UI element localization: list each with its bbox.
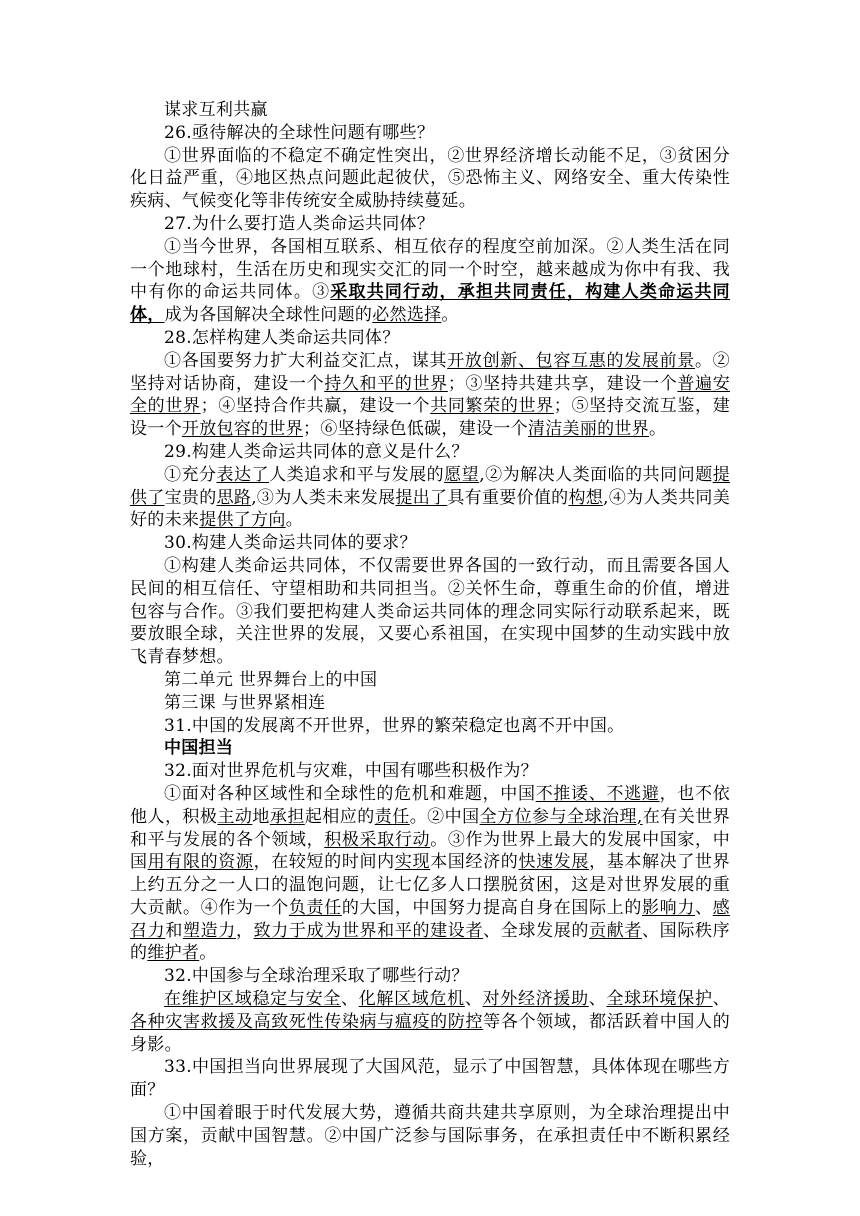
- underlined-text: 致力于成为世界和平的: [253, 920, 431, 941]
- underlined-text: 化解区域危机: [358, 989, 465, 1010]
- text-run: 等各个领域，都活跃着中国人的身影。: [130, 1011, 731, 1055]
- answer-32b: [130, 988, 730, 1056]
- question-33: [130, 1056, 730, 1102]
- text-run: 起相应的: [304, 806, 375, 827]
- text-run: 32.中国参与全球治理采取了哪些行动？: [164, 966, 469, 987]
- text-run: 、: [695, 897, 713, 918]
- underlined-text: 思路: [216, 487, 252, 508]
- text-run: 、全球发展的: [483, 920, 590, 941]
- underlined-text: 普遍安全的世界: [130, 373, 731, 417]
- underlined-text: 维护者: [147, 943, 200, 964]
- text-run: 、: [340, 989, 359, 1010]
- underlined-text: 用有限的资源: [147, 852, 254, 873]
- underlined-text: 对外经济援助: [482, 989, 589, 1010]
- underlined-text: 提出了: [395, 487, 448, 508]
- text-run: 26.亟待解决的全球性问题有哪些？: [164, 122, 435, 143]
- underlined-text: 不推诿、不逃避: [535, 783, 660, 804]
- underlined-text: 开放包容的世界: [181, 419, 304, 440]
- text-run: ,④为人类共同美好的未来: [130, 487, 730, 531]
- statement-31: [130, 715, 730, 738]
- underlined-text: 清洁美丽的世界: [527, 419, 650, 440]
- underlined-text: 开放创新、包容互惠的发展前景: [447, 350, 695, 371]
- underlined-text: 全球环境保护: [606, 989, 713, 1010]
- text-run: 、国际秩序的: [130, 920, 730, 964]
- text-run: 28.怎样构建人类命运共同体？: [164, 327, 400, 348]
- paragraph-p0: [130, 99, 730, 122]
- underlined-text: 各种灾害救援及高致死性传染病与瘟疫的防控: [130, 1011, 484, 1032]
- underlined-text: 建设者: [430, 920, 484, 941]
- answer-33: [130, 1102, 730, 1170]
- text-run: ，: [235, 920, 254, 941]
- text-run: 31.中国的发展离不开世界，世界的繁荣稳定也离不开中国。: [164, 715, 625, 736]
- answer-28: [130, 350, 730, 441]
- underlined-text: 提供了: [130, 464, 731, 508]
- text-run: 、: [588, 989, 607, 1010]
- text-run: 。③作为世界上最大的发展中国家，中国: [130, 829, 730, 873]
- text-run: 和: [165, 920, 183, 941]
- text-run: 。: [441, 305, 459, 326]
- question-30: [130, 532, 730, 555]
- underlined-text: 必然选择: [372, 305, 442, 326]
- text-run: 的大国，中国努力提高自身在国际上的: [341, 897, 643, 918]
- underlined-text: 提供了方向: [199, 510, 286, 531]
- text-run: 人类追求和平与发展的: [269, 464, 445, 485]
- question-29: [130, 441, 730, 464]
- underlined-text: 负责任: [288, 897, 342, 918]
- answer-26: [130, 145, 730, 213]
- text-run: 地: [252, 806, 270, 827]
- underlined-text: 主动: [217, 806, 253, 827]
- text-run: ①充分: [164, 464, 217, 485]
- underlined-text: 实现: [394, 852, 431, 873]
- question-26: [130, 122, 730, 145]
- text-run: 、: [712, 989, 730, 1010]
- text-run: ①中国着眼于时代发展大势，遵循共商共建共享原则，为全球治理提出中国方案，贡献中国智慧。②中国广泛参与国际事务，在承担责任中不断积累经验，: [130, 1103, 730, 1169]
- text-run: ，基本解决了世界上约五分之一人口的温饱问题，让七亿多人口摆脱贫困，这是对世界发展的重大贡献。④作为一个: [130, 852, 730, 918]
- text-run: 。: [199, 943, 217, 964]
- answer-27: [130, 236, 730, 327]
- text-run: ①各国要努力扩大利益交汇点，谋其: [164, 350, 448, 371]
- underlined-text: 快速发展: [518, 852, 590, 873]
- text-run: 29.构建人类命运共同体的意义是什么？: [164, 441, 469, 462]
- underlined-text: 责任: [374, 806, 410, 827]
- text-run: 27.为什么要打造人类命运共同体？: [164, 213, 435, 234]
- underlined-text: 积极采取行动: [324, 829, 431, 850]
- underlined-text: 表达了: [216, 464, 270, 485]
- underlined-text: 承担: [269, 806, 305, 827]
- underlined-text: 共同繁荣的世界: [430, 396, 554, 417]
- question-27: [130, 213, 730, 236]
- lesson-heading: [130, 692, 730, 715]
- text-run: 。②中国: [409, 806, 480, 827]
- unit-heading: [130, 669, 730, 692]
- document-body: [130, 99, 730, 1170]
- answer-32a: [130, 783, 730, 965]
- text-run: ①构建人类命运共同体，不仅需要世界各国的一致行动，而且需要各国人民间的相互信任、守望相助和共同担当。②关怀生命，尊重生命的价值，增进包容与合作。③我们要把构建人类命运共同体的理念同实际行动联系起来，既要放眼全球，关注世界的发展，又要心系祖国，在实现中国梦的生动实践中放飞青春梦想。: [130, 555, 730, 668]
- text-run: ，也不依他人，积极: [130, 783, 730, 827]
- text-run: 在有关世界和平与发展的各个领域，: [130, 806, 731, 850]
- text-run: 成为各国解决全球性问题的: [164, 305, 373, 326]
- underlined-text: 全方位参与全球治理,: [479, 806, 643, 827]
- text-run: 。②坚持对话协商，建设一个: [130, 350, 730, 394]
- text-run: 第二单元 世界舞台上的中国: [164, 669, 378, 690]
- underlined-text: 贡献者: [589, 920, 643, 941]
- text-run: 宝贵的: [164, 487, 217, 508]
- text-run: 第三课 与世界紧相连: [164, 692, 326, 713]
- answer-29: [130, 464, 730, 532]
- text-run: 33.中国担当向世界展现了大国风范，显示了中国智慧，具体体现在哪些方面？: [130, 1057, 730, 1101]
- underlined-text: 影响力: [642, 897, 695, 918]
- text-run: ，在较短的时间内: [253, 852, 395, 873]
- text-run: 中国担当: [164, 738, 234, 759]
- text-run: 30.构建人类命运共同体的要求？: [164, 533, 417, 554]
- text-run: 、: [464, 989, 483, 1010]
- section-heading: [130, 737, 730, 760]
- underlined-text: 塑造力: [182, 920, 236, 941]
- text-run: ；⑥坚持绿色低碳，建设一个: [303, 419, 528, 440]
- text-run: 具有重要价值的: [447, 487, 569, 508]
- underlined-text: 持久和平的世界: [324, 373, 448, 394]
- text-run: ①面对各种区域性和全球性的危机和难题，中国: [164, 783, 536, 804]
- underlined-bold-text: 采取共同行动，承担共同责任，构建人类命运共同体，: [130, 282, 730, 326]
- underlined-text: 愿望: [444, 464, 480, 485]
- text-run: ；④坚持合作共赢，建设一个: [200, 396, 431, 417]
- text-run: ；③坚持共建共享，建设一个: [447, 373, 678, 394]
- answer-30: [130, 555, 730, 669]
- text-run: 谋求互利共赢: [164, 100, 268, 120]
- text-run: ,③为人类未来发展: [251, 487, 396, 508]
- question-28: [130, 327, 730, 350]
- text-run: 本国经济的: [430, 852, 519, 873]
- underlined-text: 构想: [568, 487, 604, 508]
- text-run: ；⑤坚持交流互鉴，建设一个: [130, 396, 731, 440]
- question-32b: [130, 965, 730, 988]
- text-run: 。: [649, 419, 667, 440]
- text-run: ,②为解决人类面临的共同问题: [479, 464, 713, 485]
- underlined-text: 在维护区域稳定与安全: [164, 989, 341, 1010]
- underlined-text: 感召力: [130, 897, 730, 941]
- text-run: ①当今世界，各国相互联系、相互依存的程度空前加深。②人类生活在同一个地球村，生活在历史和现实交汇的同一个时空，越来越成为你中有我、我中有你的命运共同体。③: [130, 236, 730, 303]
- text-run: ①世界面临的不稳定不确定性突出，②世界经济增长动能不足，③贫困分化日益严重，④地区热点问题此起彼伏，⑤恐怖主义、网络安全、重大传染性疾病、气候变化等非传统安全威胁持续蔓延。: [130, 145, 730, 212]
- text-run: 。: [285, 510, 304, 531]
- text-run: 32.面对世界危机与灾难，中国有哪些积极作为？: [164, 761, 538, 782]
- question-32a: [130, 760, 730, 783]
